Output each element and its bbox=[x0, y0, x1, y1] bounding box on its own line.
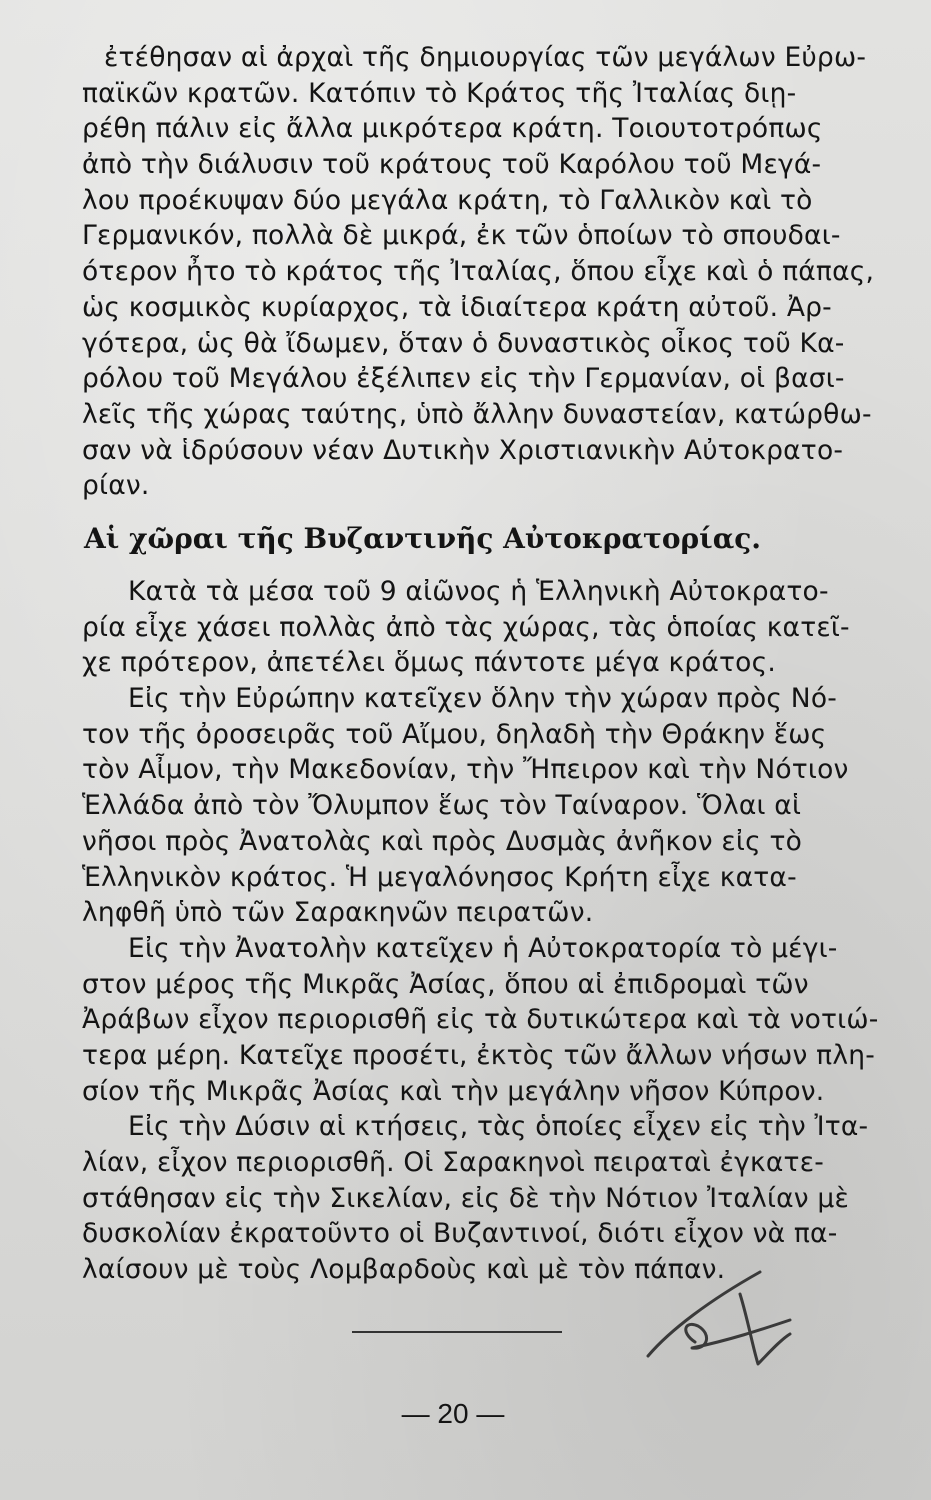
text-line: ότερον ἦτο τὸ κράτος τῆς Ἰταλίας, ὅπου εἶχε καὶ ὁ πάπας, bbox=[82, 256, 875, 288]
paragraph-bottom bbox=[82, 574, 879, 1288]
text-line: Εἰς τὴν Δύσιν αἱ κτήσεις, τὰς ὁποίες εἶχεν εἰς τὴν Ἰτα- bbox=[128, 1111, 869, 1143]
text-line: ρία εἶχε χάσει πολλὰς ἀπὸ τὰς χώρας, τὰς ὁποίας κατεῖ- bbox=[82, 611, 850, 643]
text-line: σίον τῆς Μικρᾶς Ἀσίας καὶ τὴν μεγάλην νῆσον Κύπρον. bbox=[82, 1075, 825, 1107]
text-line: ληφθῆ ὑπὸ τῶν Σαρακηνῶν πειρατῶν. bbox=[82, 897, 594, 929]
text-line: λίαν, εἶχον περιορισθῆ. Οἱ Σαρακηνοὶ πειραταὶ ἐγκατε- bbox=[82, 1147, 824, 1178]
text-line: λου προέκυψαν δύο μεγάλα κράτη, τὸ Γαλλικὸν καὶ τὸ bbox=[82, 184, 813, 216]
text-line: τον τῆς ὀροσειρᾶς τοῦ Αἴμου, δηλαδὴ τὴν Θράκην ἕως bbox=[82, 718, 827, 750]
text-line: ἀπὸ τὴν διάλυσιν τοῦ κράτους τοῦ Καρόλου τοῦ Μεγά- bbox=[82, 149, 822, 181]
text-line: σαν νὰ ἱδρύσουν νέαν Δυτικὴν Χριστιανικὴν Αὐτοκρατο- bbox=[82, 434, 844, 466]
text-line: Ἑλληνικὸν κράτος. Ἡ μεγαλόνησος Κρήτη εἶχε κατα- bbox=[82, 861, 797, 893]
paragraph-top bbox=[82, 40, 875, 504]
text-line: στον μέρος τῆς Μικρᾶς Ἀσίας, ὅπου αἱ ἐπιδρομαὶ τῶν bbox=[82, 968, 809, 1000]
text-line: χε πρότερον, ἀπετέλει ὅμως πάντοτε μέγα κράτος. bbox=[82, 647, 776, 679]
text-line: Κατὰ τὰ μέσα τοῦ 9 αἰῶνος ἡ Ἑλληνικὴ Αὐτοκρατο- bbox=[128, 576, 829, 607]
text-line: Εἰς τὴν Εὐρώπην κατεῖχεν ὅλην τὴν χώραν πρὸς Νό- bbox=[128, 683, 837, 715]
text-line: Ἀράβων εἶχον περιορισθῆ εἰς τὰ δυτικώτερα καὶ τὰ νοτιώ- bbox=[82, 1004, 879, 1036]
text-line: δυσκολίαν ἐκρατοῦντο οἱ Βυζαντινοί, διότι εἶχον νὰ πα- bbox=[82, 1218, 838, 1250]
text-line: λεῖς τῆς χώρας ταύτης, ὑπὸ ἄλλην δυναστείαν, κατώρθω- bbox=[82, 398, 872, 430]
text-line: τὸν Αἶμον, τὴν Μακεδονίαν, τὴν Ἤπειρον καὶ τὴν Νότιον bbox=[82, 754, 849, 786]
text-line: ἐτέθησαν αἱ ἀρχαὶ τῆς δημιουργίας τῶν μεγάλων Εὐρω- bbox=[104, 42, 867, 73]
section-divider bbox=[352, 1331, 562, 1333]
signature-mark bbox=[640, 1260, 820, 1380]
text-line: λαίσουν μὲ τοὺς Λομβαρδοὺς καὶ μὲ τὸν πάπαν. bbox=[82, 1254, 726, 1286]
text-line: Γερμανικόν, πολλὰ δὲ μικρά, ἐκ τῶν ὁποίων τὸ σπουδαι- bbox=[82, 220, 841, 252]
text-line: γότερα, ὡς θὰ ἴδωμεν, ὅταν ὁ δυναστικὸς οἶκος τοῦ Κα- bbox=[82, 327, 845, 359]
text-line: ὡς κοσμικὸς κυρίαρχος, τὰ ἰδιαίτερα κράτη αὐτοῦ. Ἀρ- bbox=[82, 291, 832, 323]
text-line: νῆσοι πρὸς Ἀνατολὰς καὶ πρὸς Δυσμὰς ἀνῆκον εἰς τὸ bbox=[82, 825, 803, 857]
text-line: παϊκῶν κρατῶν. Κατόπιν τὸ Κράτος τῆς Ἰταλίας διῃ- bbox=[82, 77, 797, 109]
text-line: στάθησαν εἰς τὴν Σικελίαν, εἰς δὲ τὴν Νότιον Ἰταλίαν μὲ bbox=[82, 1182, 850, 1214]
text-line: Εἰς τὴν Ἀνατολὴν κατεῖχεν ἡ Αὐτοκρατορία τὸ μέγι- bbox=[128, 932, 838, 964]
page-number: — 20 — bbox=[401, 1398, 505, 1429]
text-line: ρέθη πάλιν εἰς ἄλλα μικρότερα κράτη. Τοιουτοτρόπως bbox=[82, 113, 823, 145]
text-line: ρόλου τοῦ Μεγάλου ἐξέλιπεν εἰς τὴν Γερμανίαν, οἱ βασι- bbox=[82, 363, 845, 395]
text-line: τερα μέρη. Κατεῖχε προσέτι, ἐκτὸς τῶν ἄλλων νήσων πλη- bbox=[82, 1039, 875, 1071]
text-line: ρίαν. bbox=[82, 470, 150, 502]
section-heading: Αἱ χῶραι τῆς Βυζαντινῆς Αὐτοκρατορίας. bbox=[84, 522, 762, 555]
text-line: Ἑλλάδα ἀπὸ τὸν Ὄλυμπον ἕως τὸν Ταίναρον. Ὅλαι αἱ bbox=[82, 790, 802, 822]
